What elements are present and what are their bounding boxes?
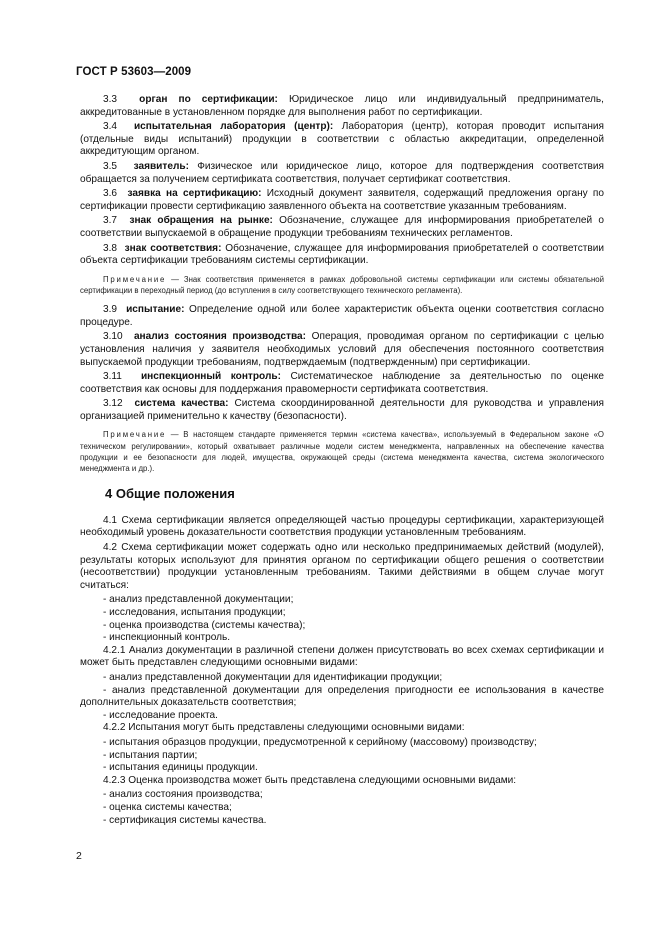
term: испытание: (126, 304, 185, 316)
definition-3-5: 3.5 заявитель: Физическое или юридическое лицо, которое для подтверждения соответствия обращается за получением сертификата соответствия, получает сертификат соответствия. (80, 160, 605, 185)
definition-3-8: 3.8 знак соответствия: Обозначение, служащее для информирования приобретателей о соответствии объекта сертификации требованиям системы сертификации. (80, 242, 604, 267)
section-title: 4 Общие положения (105, 486, 235, 502)
definition-3-12: 3.12 система качества: Система скоординированной деятельности для руководства и управления организацией применительно к качеству (безопасности). (80, 398, 605, 422)
paragraph-4-1: 4.1 Схема сертификации является определяющей частью процедуры сертификации, характеризующей необходимый уровень доказательности соответствия продукции установленным требованиям. (80, 514, 604, 539)
term: заявка на сертификацию: (127, 188, 262, 200)
definition-3-4: 3.4 испытательная лаборатория (центр): Лаборатория (центр), которая проводит испытания (отдельные виды испытаний) продукции в соответствии с областью аккредитации, определенной аккредитующим органом. (80, 121, 604, 158)
term: испытательная лаборатория (центр): (133, 121, 334, 133)
page-content (80, 94, 604, 827)
list-item: - испытания единицы продукции. (103, 762, 258, 774)
definition-3-7: 3.7 знак обращения на рынке: Обозначение, служащее для информирования приобретателей о соответствии выпускаемой в обращение продукции требованиям технических регламентов. (80, 215, 604, 239)
note-label: Примечание (103, 430, 167, 440)
list-item: - анализ представленной документации; (103, 594, 294, 606)
list-item: - инспекционный контроль. (103, 632, 231, 644)
list-item: - исследование проекта. (103, 709, 218, 721)
list-item: - сертификация системы качества. (103, 814, 267, 826)
term: знак соответствия: (124, 242, 222, 254)
paragraph-4-2-2: 4.2.2 Испытания могут быть представлены следующими основными видами: (103, 722, 465, 734)
list-item: - оценка системы качества; (103, 801, 232, 813)
document-header: ГОСТ Р 53603—2009 (76, 66, 192, 78)
term: система качества: (134, 398, 229, 410)
list-item: - оценка производства (системы качества); (103, 619, 306, 631)
note-quality-system: Примечание — В настоящем стандарте применяется термин «система качества», используемый в Федеральном законе «О техническом регулировании», который охватывает различные модели систем менеджмента, направленных на обеспечение качества продукции и ее безопасности для людей, имущества, окружающей среды (система менеджмента качества, система экологического менеджмента и др.). (80, 430, 604, 474)
note-sign-of-conformity: Примечание — Знак соответствия применяется в рамках добровольной системы сертификации или системы обязательной сертификации в переходный период (до вступления в силу соответствующего технического регламента). (80, 274, 604, 295)
term: анализ состояния производства: (133, 331, 306, 343)
paragraph-4-2: 4.2 Схема сертификации может содержать одно или несколько предпринимаемых действий (модулей), результаты которых используют для принятия органом по сертификации общего решения о соответствии (несоответствии) продукции установленным требованиям. Такими действиями в общем случае могут считаться: (80, 542, 604, 591)
definition-3-3: 3.3 орган по сертификации: Юридическое лицо или индивидуальный предприниматель, аккредитованные в установленном порядке для выполнения работ по сертификации. (80, 94, 604, 118)
definition-3-9: 3.9 испытание: Определение одной или более характеристик объекта оценки соответствия согласно процедуре. (80, 304, 605, 328)
list-item: - испытания партии; (103, 749, 198, 761)
list-item: - анализ состояния производства; (103, 789, 263, 801)
note-label: Примечание (103, 274, 167, 284)
paragraph-4-2-1: 4.2.1 Анализ документации в различной степени должен присутствовать во всех схемах сертификации и может быть представлен следующими основными видами: (80, 644, 604, 669)
list-item: - анализ представленной документации для идентификации продукции; (103, 672, 443, 683)
page-number: 2 (76, 850, 82, 862)
term: заявитель: (133, 160, 189, 172)
paragraph-4-2-3: 4.2.3 Оценка производства может быть представлена следующими основными видами: (103, 774, 517, 786)
term: орган по сертификации: (139, 94, 278, 105)
definition-3-6: 3.6 заявка на сертификацию: Исходный документ заявителя, содержащий предложения органу по сертификации провести сертификацию заявленного объекта на соответствие указанным требованиям. (80, 188, 605, 212)
list-item: - исследования, испытания продукции; (103, 607, 286, 619)
term: знак обращения на рынке: (129, 215, 273, 227)
definition-3-10: 3.10 анализ состояния производства: Операция, проводимая органом по сертификации с целью установления наличия у заявителя необходимых условий для обеспечения постоянного соответствия выпускаемой продукции требованиям, подтверждаемым (подтвержденным) при сертификации. (80, 331, 604, 368)
list-item: - анализ представленной документации для определения пригодности ее использования в качестве дополнительных доказательств соответствия; (80, 684, 604, 709)
list-item: - испытания образцов продукции, предусмотренной к серийному (массовому) производству; (103, 736, 537, 748)
definition-3-11: 3.11 инспекционный контроль: Систематическое наблюдение за деятельностью по оценке соответствия как основы для поддержания правомерности сертификата соответствия. (80, 371, 605, 395)
term: инспекционный контроль: (140, 371, 281, 383)
